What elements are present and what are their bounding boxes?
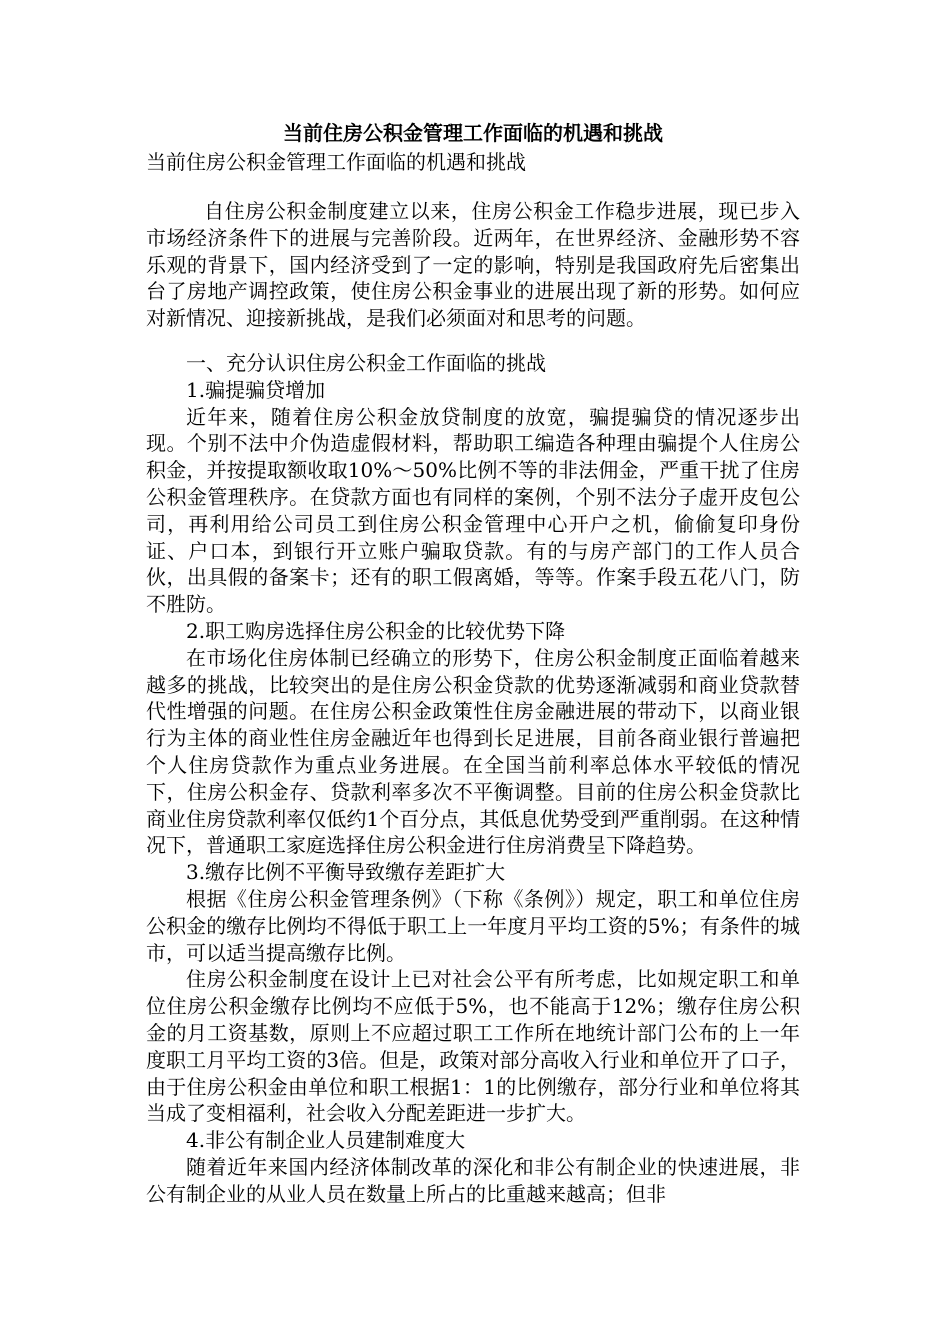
paragraph-4: 随着近年来国内经济体制改革的深化和非公有制企业的快速进展，非公有制企业的从业人员在数量上所占的比重越来越高；但非 [146,1154,800,1206]
document-subtitle: 当前住房公积金管理工作面临的机遇和挑战 [146,150,526,174]
document-title: 当前住房公积金管理工作面临的机遇和挑战 [283,121,663,145]
subheading-1: 1.骗提骗贷增加 [186,377,326,402]
subheading-4: 4.非公有制企业人员建制难度大 [186,1128,466,1153]
paragraph-2: 在市场化住房体制已经确立的形势下，住房公积金制度正面临着越来越多的挑战，比较突出的是住房公积金贷款的优势逐渐减弱和商业贷款替代性增强的问题。在住房公积金政策性住房金融进展的带动下，以商业银行为主体的商业性住房金融近年也得到长足进展，目前各商业银行普遍把个人住房贷款作为重点业务进展。在全国当前利率总体水平较低的情况下，住房公积金存、贷款利率多次不平衡调整。目前的住房公积金贷款比商业住房贷款利率仅低约1个百分点，其低息优势受到严重削弱。在这种情况下，普通职工家庭选择住房公积金进行住房消费呈下降趋势。 [146,645,800,858]
paragraph-1: 近年来，随着住房公积金放贷制度的放宽，骗提骗贷的情况逐步出现。个别不法中介伪造虚假材料，帮助职工编造各种理由骗提个人住房公积金，并按提取额收取10%～50%比例不等的非法佣金，严重干扰了住房公积金管理秩序。在贷款方面也有同样的案例，个别不法分子虚开皮包公司，再利用给公司员工到住房公积金管理中心开户之机，偷偷复印身份证、户口本，到银行开立账户骗取贷款。有的与房产部门的工作人员合伙，出具假的备案卡；还有的职工假离婚，等等。作案手段五花八门，防不胜防。 [146,404,800,617]
intro-paragraph: 自住房公积金制度建立以来，住房公积金工作稳步进展，现已步入市场经济条件下的进展与完善阶段。近两年，在世界经济、金融形势不容乐观的背景下，国内经济受到了一定的影响，特别是我国政府先后密集出台了房地产调控政策，使住房公积金事业的进展出现了新的形势。如何应对新情况、迎接新挑战，是我们必须面对和思考的问题。 [146,199,800,331]
paragraph-3a: 根据《住房公积金管理条例》（下称《条例》）规定，职工和单位住房公积金的缴存比例均不得低于职工上一年度月平均工资的5%；有条件的城市，可以适当提高缴存比例。 [146,886,800,965]
subheading-2: 2.职工购房选择住房公积金的比较优势下降 [186,618,566,643]
subheading-3: 3.缴存比例不平衡导致缴存差距扩大 [186,860,506,885]
paragraph-3b: 住房公积金制度在设计上已对社会公平有所考虑，比如规定职工和单位住房公积金缴存比例均不应低于5%，也不能高于12%；缴存住房公积金的月工资基数，原则上不应超过职工工作所在地统计部门公布的上一年度职工月平均工资的3倍。但是，政策对部分高收入行业和单位开了口子，由于住房公积金由单位和职工根据1：1的比例缴存，部分行业和单位将其当成了变相福利，社会收入分配差距进一步扩大。 [146,967,800,1126]
section-heading: 一、充分认识住房公积金工作面临的挑战 [186,350,546,375]
